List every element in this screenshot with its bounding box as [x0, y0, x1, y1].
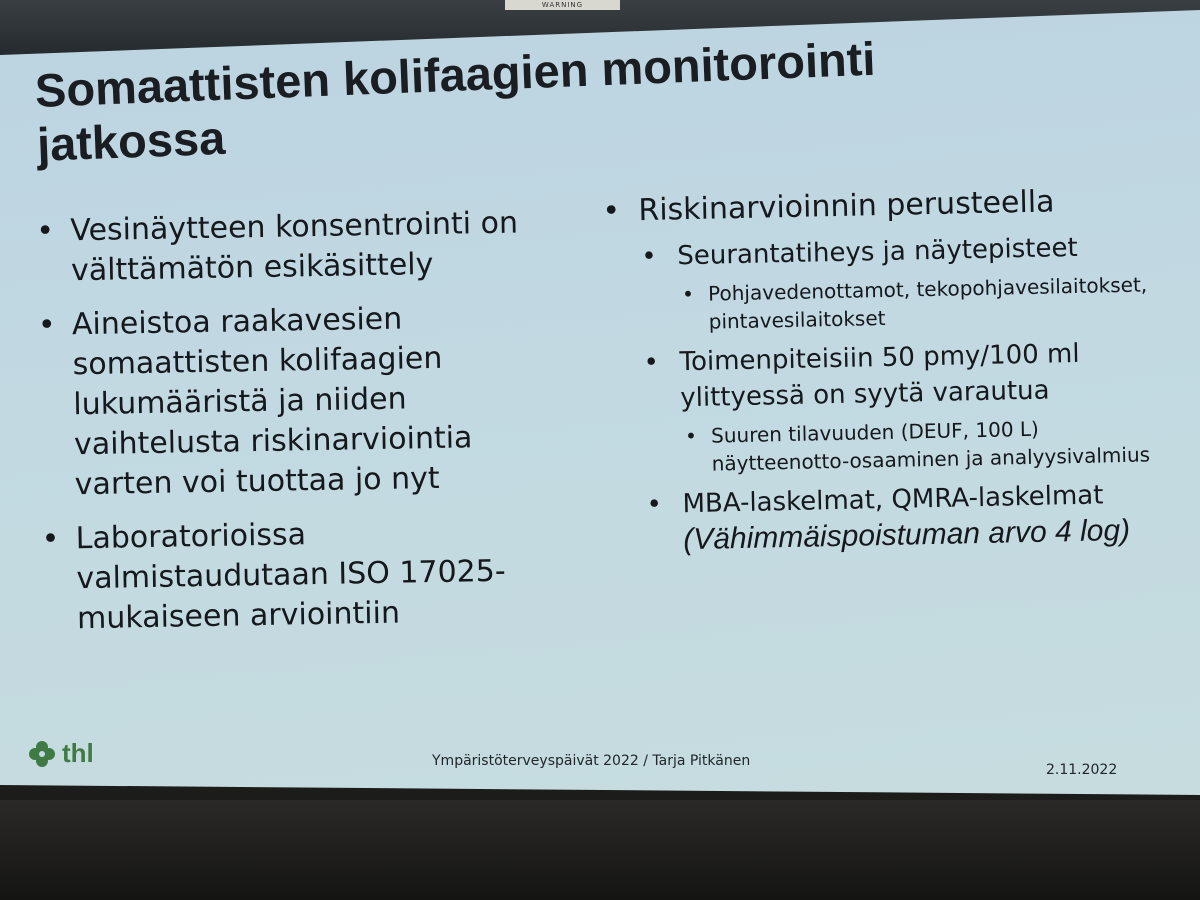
- warning-label: WARNING: [505, 0, 620, 10]
- clover-icon: [28, 740, 56, 768]
- right-item-2-sub-text: Suuren tilavuuden (DEUF, 100 L) näytteenotto-osaaminen ja analyysivalmius: [710, 416, 1151, 476]
- left-column: [30, 203, 558, 654]
- thl-logo: [28, 738, 94, 769]
- right-item-2-sub: [681, 412, 1182, 478]
- right-item-3-text: MBA-laskelmat, QMRA-laskelmat: [682, 480, 1104, 520]
- right-item-3-note: (Vähimmäispoistuman arvo 4 log): [682, 513, 1131, 557]
- footer-event-author: Ympäristöterveyspäivät 2022 / Tarja Pitkänen: [432, 753, 751, 769]
- bullet-icon: •: [36, 213, 55, 249]
- footer-date: 2.11.2022: [1046, 762, 1118, 778]
- right-column: [596, 180, 1184, 574]
- right-item-1-sub-text: Pohjavedenottamot, tekopohjavesilaitokset, pintavesilaitokset: [707, 272, 1148, 334]
- bullet-icon: •: [681, 281, 695, 307]
- slide-title-line-1: Somaattisten kolifaagien monitorointi: [34, 31, 877, 117]
- left-bullet-1: [30, 203, 551, 292]
- right-bullet-list: [596, 180, 1184, 560]
- left-bullet-2: [32, 297, 555, 506]
- bullet-icon: •: [643, 347, 660, 379]
- right-heading-text: Riskinarvioinnin perusteella: [638, 184, 1055, 229]
- left-bullet-3: [35, 511, 557, 640]
- room-floor-band: [0, 800, 1200, 900]
- left-bullet-list: [30, 203, 557, 640]
- right-item-2-text: Toimenpiteisiin 50 pmy/100 ml ylittyessä on syytä varautua: [679, 338, 1080, 414]
- left-bullet-2-text: Aineistoa raakavesien somaattisten kolifaagien lukumääristä ja niiden vaihtelusta riskinarviointia varten voi tuottaa jo nyt: [71, 301, 473, 503]
- bullet-icon: •: [646, 489, 663, 521]
- right-item-1: [637, 228, 1179, 337]
- right-item-1-sublist: [678, 270, 1179, 336]
- logo-text: thl: [62, 738, 94, 768]
- left-bullet-1-text: Vesinäytteen konsentrointi on välttämätön esikäsittely: [70, 205, 519, 289]
- bullet-icon: •: [37, 307, 56, 343]
- bullet-icon: •: [602, 193, 621, 229]
- right-item-1-text: Seurantatiheys ja näytepisteet: [677, 232, 1078, 272]
- slide-title-line-2: jatkossa: [36, 110, 227, 171]
- right-sub-list: [639, 228, 1184, 559]
- left-bullet-3-text: Laboratorioissa valmistaudutaan ISO 17025-mukaiseen arviointiin: [75, 517, 506, 637]
- right-item-2-sublist: [681, 412, 1182, 478]
- right-heading-bullet: [596, 180, 1184, 560]
- right-item-2: [639, 334, 1182, 479]
- bullet-icon: •: [684, 423, 698, 449]
- right-item-3: [642, 476, 1183, 559]
- bullet-icon: •: [41, 521, 60, 557]
- right-item-1-sub: [678, 270, 1179, 336]
- bullet-icon: •: [641, 241, 658, 273]
